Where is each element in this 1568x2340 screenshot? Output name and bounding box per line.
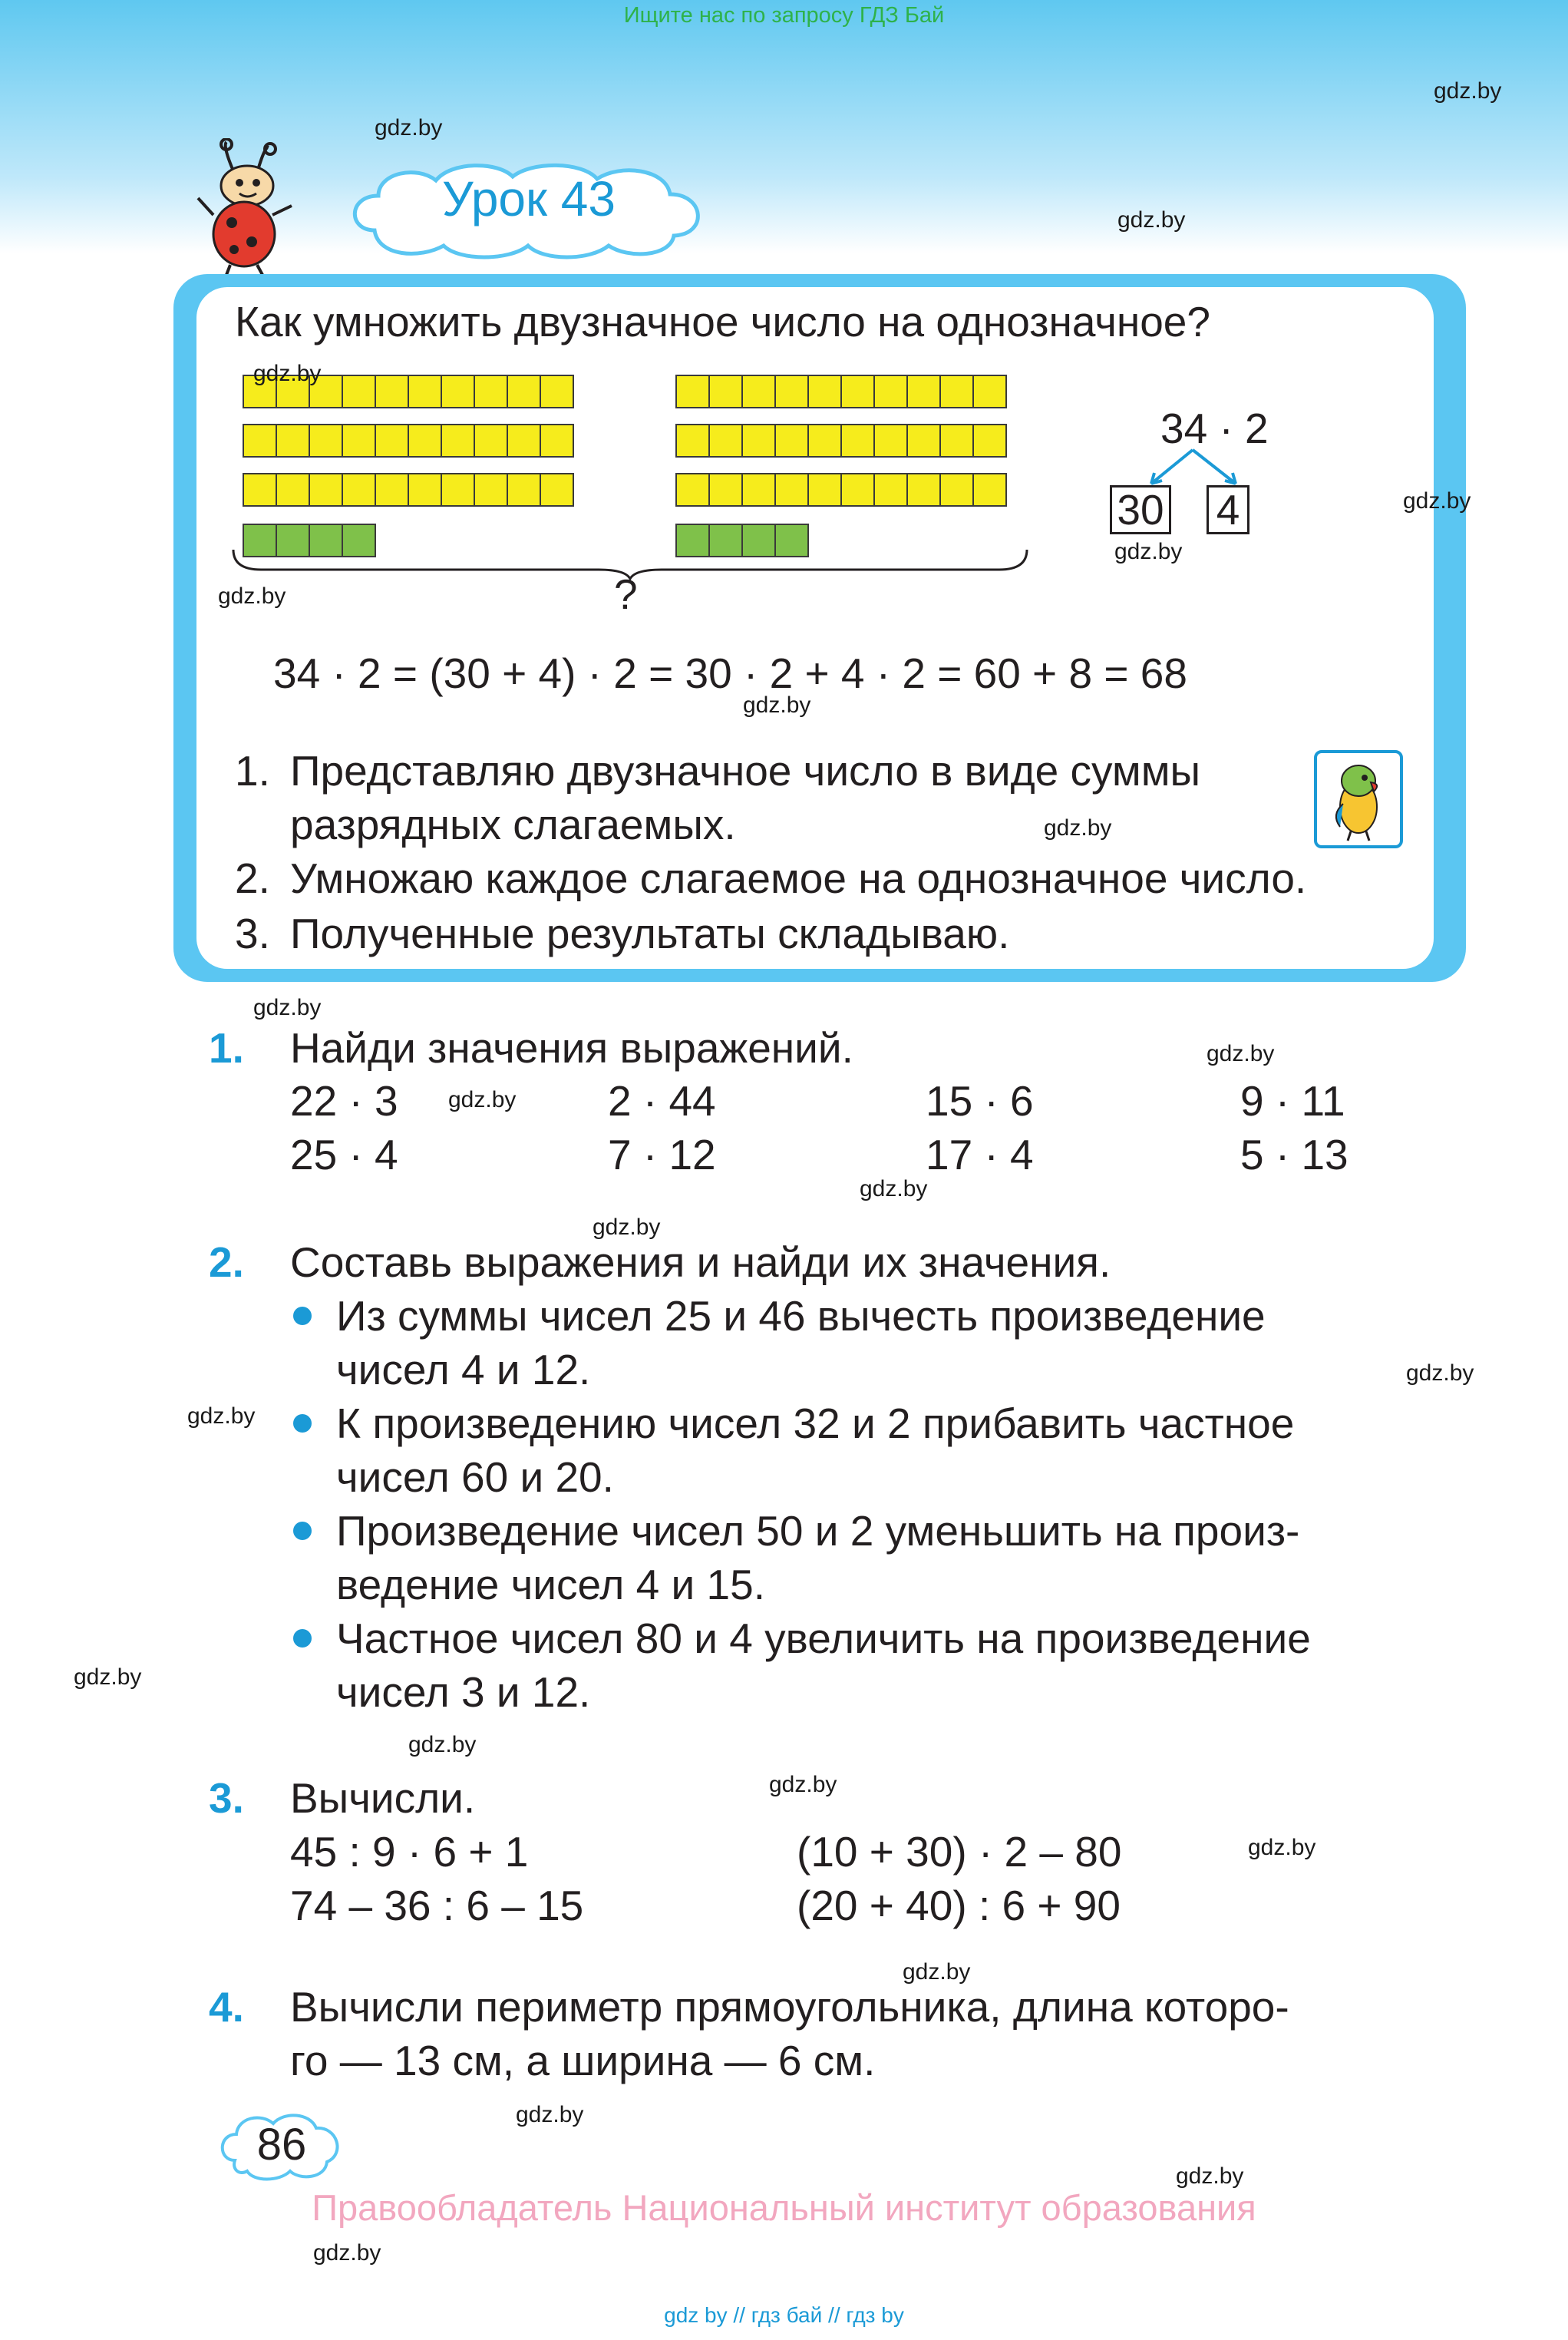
- watermark: gdz.by: [593, 1215, 661, 1240]
- watermark: gdz.by: [1176, 2163, 1244, 2189]
- header-note[interactable]: Ищите нас по запросу ГДЗ Бай: [623, 3, 945, 28]
- block-row-tens: [243, 473, 573, 507]
- task-text: Вычисли периметр прямоугольника, длина которо-: [290, 1983, 1289, 2031]
- block-row-tens: [243, 424, 573, 458]
- bullet-icon: [293, 1522, 312, 1540]
- step-text: разрядных слагаемых.: [290, 801, 736, 848]
- ones-box: 4: [1207, 485, 1249, 534]
- bullet-icon: [293, 1629, 312, 1648]
- expression: 7 · 12: [608, 1131, 716, 1178]
- footer-links[interactable]: gdz by // гдз бай // гдз by: [664, 2303, 904, 2327]
- watermark: gdz.by: [1406, 1360, 1474, 1386]
- parrot-icon: [1314, 750, 1403, 848]
- watermark: gdz.by: [187, 1403, 256, 1429]
- ladybug-mascot-icon: [192, 138, 299, 276]
- step-text: Представляю двузначное число в виде суммы: [290, 747, 1201, 795]
- exercise-4-number: 4.: [209, 1983, 244, 2031]
- expression: (20 + 40) : 6 + 90: [797, 1882, 1121, 1929]
- step-text: Полученные результаты складываю.: [290, 910, 1010, 957]
- watermark: gdz.by: [1114, 539, 1183, 564]
- watermark: gdz.by: [860, 1176, 928, 1201]
- watermark: gdz.by: [375, 115, 443, 140]
- expression: 22 · 3: [290, 1077, 398, 1125]
- task-text: Произведение чисел 50 и 2 уменьшить на произ-: [336, 1507, 1300, 1555]
- brace-question-mark: ?: [614, 570, 638, 618]
- expression: 45 : 9 · 6 + 1: [290, 1828, 529, 1876]
- step-number: 3.: [235, 910, 270, 957]
- theory-equation: 34 · 2 = (30 + 4) · 2 = 30 · 2 + 4 · 2 = 60 + 8 = 68: [273, 649, 1187, 697]
- block-row-tens: [675, 473, 1005, 507]
- theory-question: Как умножить двузначное число на однозначное?: [235, 298, 1210, 345]
- page-number: 86: [256, 2120, 307, 2170]
- tens-box: 30: [1110, 485, 1171, 534]
- watermark: gdz.by: [1207, 1041, 1275, 1066]
- task-text: Частное чисел 80 и 4 увеличить на произведение: [336, 1615, 1311, 1662]
- copyright-notice: Правообладатель Национальный институт образования: [312, 2187, 1256, 2228]
- expression: 5 · 13: [1240, 1131, 1348, 1178]
- exercise-3-number: 3.: [209, 1774, 244, 1822]
- bullet-icon: [293, 1307, 312, 1325]
- watermark: gdz.by: [74, 1664, 142, 1690]
- watermark: gdz.by: [1248, 1835, 1316, 1860]
- watermark: gdz.by: [253, 361, 322, 386]
- bullet-icon: [293, 1414, 312, 1433]
- exercise-1-title: Найди значения выражений.: [290, 1024, 853, 1072]
- expression: 17 · 4: [926, 1131, 1034, 1178]
- block-row-tens: [675, 424, 1005, 458]
- expression: 15 · 6: [926, 1077, 1034, 1125]
- watermark: gdz.by: [769, 1772, 837, 1797]
- watermark: gdz.by: [516, 2102, 584, 2127]
- step-number: 2.: [235, 854, 270, 902]
- expression: 25 · 4: [290, 1131, 398, 1178]
- watermark: gdz.by: [218, 583, 286, 609]
- watermark: gdz.by: [743, 692, 811, 718]
- task-text: чисел 4 и 12.: [336, 1346, 591, 1393]
- step-text: Умножаю каждое слагаемое на однозначное число.: [290, 854, 1307, 902]
- watermark: gdz.by: [1434, 78, 1502, 104]
- task-text: чисел 3 и 12.: [336, 1668, 591, 1716]
- decomp-expression: 34 · 2: [1160, 405, 1269, 452]
- expression: 2 · 44: [608, 1077, 716, 1125]
- exercise-3-title: Вычисли.: [290, 1774, 476, 1822]
- expression: 74 – 36 : 6 – 15: [290, 1882, 584, 1929]
- watermark: gdz.by: [1117, 207, 1186, 233]
- task-text: чисел 60 и 20.: [336, 1453, 614, 1501]
- watermark: gdz.by: [1403, 488, 1471, 514]
- exercise-2-number: 2.: [209, 1238, 244, 1286]
- block-row-tens: [675, 375, 1005, 408]
- exercise-1-number: 1.: [209, 1024, 244, 1072]
- watermark: gdz.by: [253, 995, 322, 1020]
- expression: 9 · 11: [1240, 1077, 1345, 1125]
- task-text: ведение чисел 4 и 15.: [336, 1561, 765, 1608]
- task-text: К произведению чисел 32 и 2 прибавить частное: [336, 1400, 1295, 1447]
- task-text: го — 13 см, а ширина — 6 см.: [290, 2037, 876, 2084]
- watermark: gdz.by: [1044, 815, 1112, 841]
- watermark: gdz.by: [903, 1959, 971, 1985]
- task-text: Из суммы чисел 25 и 46 вычесть произведение: [336, 1292, 1266, 1340]
- watermark: gdz.by: [313, 2240, 381, 2266]
- expression: (10 + 30) · 2 – 80: [797, 1828, 1122, 1876]
- exercise-2-title: Составь выражения и найди их значения.: [290, 1238, 1111, 1286]
- lesson-title: Урок 43: [442, 171, 616, 226]
- step-number: 1.: [235, 747, 270, 795]
- split-arrows-icon: [1128, 445, 1266, 491]
- watermark: gdz.by: [408, 1732, 477, 1757]
- watermark: gdz.by: [448, 1087, 517, 1112]
